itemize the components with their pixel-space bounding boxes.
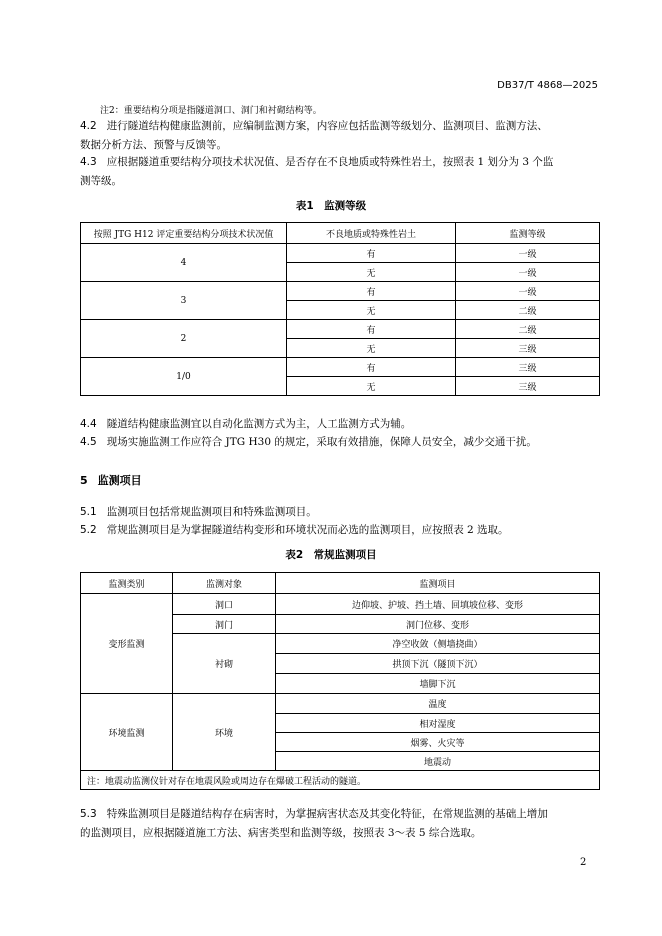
clause-text: 进行隧道结构健康监测前，应编制监测方案，内容应包括监测等级划分、监测项目、监测方法、 [106, 120, 548, 132]
table-row [81, 594, 600, 615]
clause-number: 4.2 [80, 120, 97, 132]
section-5-heading [80, 472, 142, 488]
clause-5-3-cont: 的监测项目，应根据隧道施工方法、病害类型和监测等级，按照表 3～表 5 综合选取。 [80, 827, 482, 839]
clause-4-3 [80, 153, 553, 172]
clause-text: 常规监测项目是为掌握隧道结构变形和环境状况而必选的监测项目，应按照表 2 选取。 [106, 524, 509, 536]
table2-note: 注：地震动监测仪针对存在地震风险或周边存在爆破工程活动的隧道。 [81, 771, 600, 790]
table2-object: 环境 [173, 694, 276, 771]
table2-item: 拱顶下沉（隧顶下沉） [276, 654, 600, 674]
clause-number: 5.1 [80, 506, 97, 518]
table2-caption: 表2 常规监测项目 [285, 549, 377, 561]
table2-item: 净空收敛（侧墙挠曲） [276, 634, 600, 654]
table1-level: 一级 [456, 263, 600, 282]
table1-geology: 无 [287, 301, 456, 320]
table2-object: 洞门 [173, 615, 276, 634]
table-row [81, 320, 600, 339]
standard-code: DB37/T 4868—2025 [497, 80, 598, 91]
table1-geology: 有 [287, 358, 456, 377]
section-number: 5 [80, 474, 88, 487]
table2-object: 洞口 [173, 594, 276, 615]
clause-4-3-cont: 测等级。 [80, 175, 122, 187]
table1-status-value: 2 [81, 320, 287, 358]
table-row [81, 694, 600, 714]
clause-4-4 [80, 415, 411, 434]
table1-header: 不良地质或特殊性岩土 [287, 223, 456, 244]
table-row [81, 282, 600, 301]
table1-status-value: 3 [81, 282, 287, 320]
table2-item: 墙脚下沉 [276, 674, 600, 694]
table2-category: 变形监测 [81, 594, 173, 694]
clause-text: 现场实施监测工作应符合 JTG H30 的规定，采取有效措施，保障人员安全，减少交通干扰。 [106, 436, 537, 448]
clause-4-5 [80, 433, 537, 452]
clause-number: 4.4 [80, 418, 97, 430]
table1-level: 三级 [456, 377, 600, 396]
table2-item: 烟雾、火灾等 [276, 733, 600, 752]
table2-item: 洞门位移、变形 [276, 615, 600, 634]
clause-5-3 [80, 805, 548, 824]
table1-level: 一级 [456, 282, 600, 301]
table2-item: 相对湿度 [276, 714, 600, 733]
table2-item: 温度 [276, 694, 600, 714]
clause-number: 4.5 [80, 436, 97, 448]
table2-header: 监测项目 [276, 573, 600, 594]
table-row [81, 358, 600, 377]
table1-geology: 无 [287, 263, 456, 282]
clause-text: 监测项目包括常规监测项目和特殊监测项目。 [106, 506, 317, 518]
note-important-structure: 注2：重要结构分项是指隧道洞口、洞门和衬砌结构等。 [100, 106, 322, 116]
table1-status-value: 1/0 [81, 358, 287, 396]
clause-4-2-cont: 数据分析方法、预警与反馈等。 [80, 139, 227, 151]
table1-geology: 有 [287, 320, 456, 339]
table2-header: 监测对象 [173, 573, 276, 594]
table1-status-value: 4 [81, 244, 287, 282]
table2-item: 地震动 [276, 752, 600, 771]
table1-geology: 无 [287, 377, 456, 396]
table1-header: 监测等级 [456, 223, 600, 244]
table1-level: 二级 [456, 320, 600, 339]
clause-5-2 [80, 521, 509, 540]
table1-level: 二级 [456, 301, 600, 320]
clause-5-1 [80, 503, 317, 522]
clause-4-2 [80, 117, 548, 136]
section-title: 监测项目 [97, 474, 142, 487]
clause-text: 应根据隧道重要结构分项技术状况值、是否存在不良地质或特殊性岩土，按照表 1 划分为 3 个监 [106, 156, 554, 168]
table2-category: 环境监测 [81, 694, 173, 771]
table-row [81, 244, 600, 263]
clause-text: 隧道结构健康监测宜以自动化监测方式为主，人工监测方式为辅。 [106, 418, 412, 430]
page-number: 2 [580, 857, 587, 868]
table-row [81, 771, 600, 790]
table1-geology: 无 [287, 339, 456, 358]
table1-header: 按照 JTG H12 评定重要结构分项技术状况值 [81, 223, 287, 244]
table1-geology: 有 [287, 244, 456, 263]
clause-number: 5.3 [80, 808, 97, 820]
table1-level: 三级 [456, 339, 600, 358]
table2-item: 边仰坡、护坡、挡土墙、回填坡位移、变形 [276, 594, 600, 615]
table2-header: 监测类别 [81, 573, 173, 594]
table2-object: 衬砌 [173, 634, 276, 694]
table1-caption: 表1 监测等级 [295, 200, 367, 212]
clause-text: 特殊监测项目是隧道结构存在病害时，为掌握病害状态及其变化特征，在常规监测的基础上增加 [106, 808, 548, 820]
table1-level: 一级 [456, 244, 600, 263]
table2-routine-monitoring [80, 572, 600, 790]
table1-geology: 有 [287, 282, 456, 301]
table1-monitoring-level [80, 222, 600, 396]
table1-level: 三级 [456, 358, 600, 377]
clause-number: 5.2 [80, 524, 97, 536]
clause-number: 4.3 [80, 156, 97, 168]
